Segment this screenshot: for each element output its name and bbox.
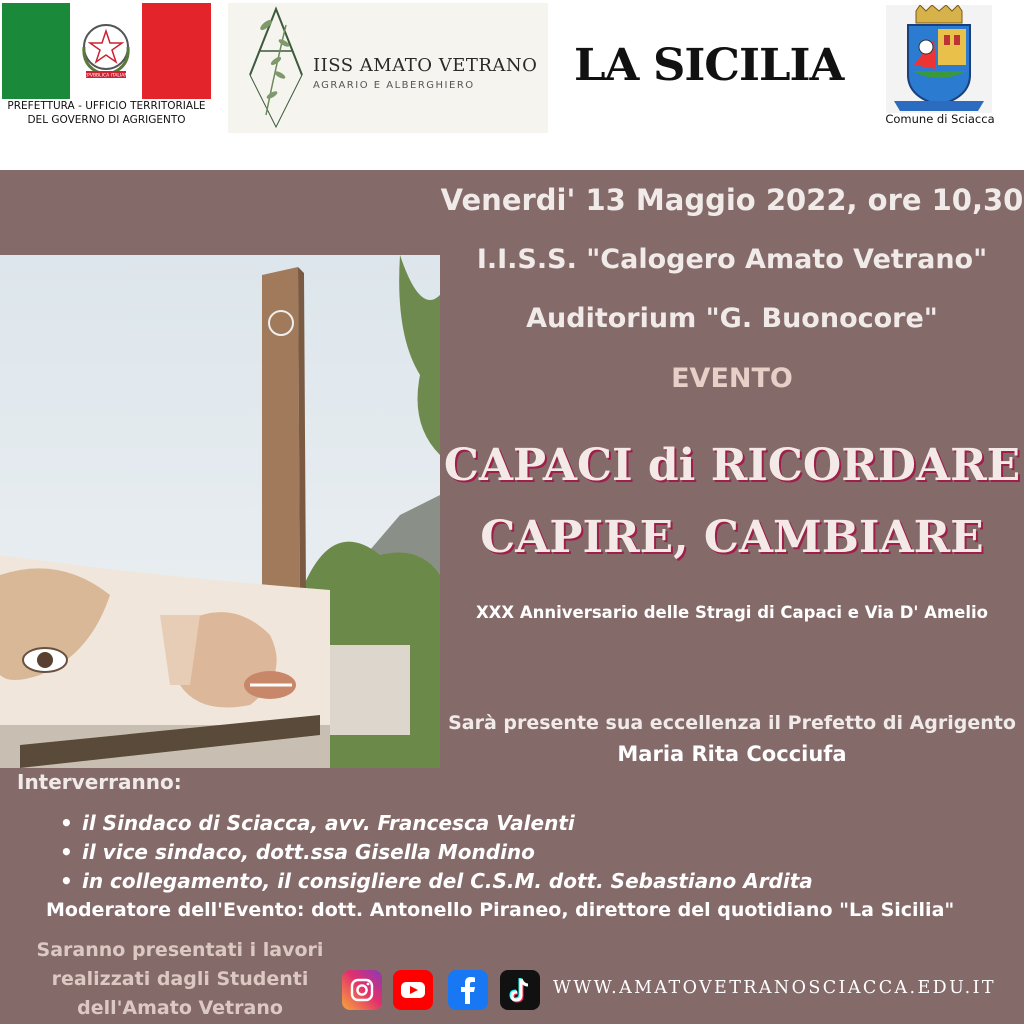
italian-republic-emblem-icon [70,3,142,99]
prefetto-intro: Sarà presente sua eccellenza il Prefetto di Agrigento [448,712,1016,734]
speaker-text: in collegamento, il consigliere del C.S.M. dott. Sebastiano Ardita [82,869,813,893]
speaker-text: il vice sindaco, dott.ssa Gisella Mondino [82,840,535,864]
list-item: • in collegamento, il consigliere del C.S.M. dott. Sebastiano Ardita [60,869,813,893]
speaker-text: il Sindaco di Sciacca, avv. Francesca Valenti [82,811,575,835]
la-sicilia-logo: LA SICILIA [574,40,844,91]
amato-vetrano-name: IISS AMATO VETRANO [313,55,538,76]
event-room: Auditorium "G. Buonocore" [526,303,938,334]
memorial-monument-photo [0,255,440,768]
event-label: EVENTO [671,363,793,394]
speakers-list [60,811,813,898]
prefetto-name: Maria Rita Cocciufa [617,742,847,766]
list-item: • il Sindaco di Sciacca, avv. Francesca Valenti [60,811,575,835]
student-works-note [20,936,340,1023]
amato-vetrano-logo [228,3,548,133]
amato-vetrano-subtitle: AGRARIO E ALBERGHIERO [313,80,475,91]
prefettura-label [2,99,211,127]
comune-label: Comune di Sciacca [885,112,995,126]
emblem-ribbon-text: REPVBBLICA ITALIANA [81,73,131,79]
event-venue: I.I.S.S. "Calogero Amato Vetrano" [476,244,988,275]
event-title-line1: CAPACI di RICORDARE [443,440,1021,491]
italian-flag [2,3,211,99]
event-title-line2: CAPIRE, CAMBIARE [480,512,984,563]
list-item: • il vice sindaco, dott.ssa Gisella Mondino [60,840,535,864]
prefettura-line2: DEL GOVERNO DI AGRIGENTO [27,114,186,126]
facebook-icon[interactable] [448,970,488,1010]
instagram-icon[interactable] [342,970,382,1010]
youtube-icon[interactable] [393,970,433,1010]
student-works-line1: Saranno presentati i lavori [36,939,324,961]
tiktok-icon[interactable] [500,970,540,1010]
olive-branch-a-icon [236,5,316,130]
sciacca-coat-of-arms-icon [886,5,992,113]
website-url[interactable]: WWW.AMATOVETRANOSCIACCA.EDU.IT [553,978,996,998]
moderator-text: Moderatore dell'Evento: dott. Antonello Piraneo, direttore del quotidiano "La Sicilia" [46,899,955,921]
student-works-line3: dell'Amato Vetrano [77,997,283,1019]
event-date: Venerdi' 13 Maggio 2022, ore 10,30 [440,183,1024,217]
speakers-heading: Interverranno: [17,770,182,794]
prefettura-line1: PREFETTURA - UFFICIO TERRITORIALE [7,100,206,112]
header-bar [0,0,1024,170]
student-works-line2: realizzati dagli Studenti [51,968,309,990]
anniversary-subtitle: XXX Anniversario delle Stragi di Capaci e Via D' Amelio [475,603,989,622]
